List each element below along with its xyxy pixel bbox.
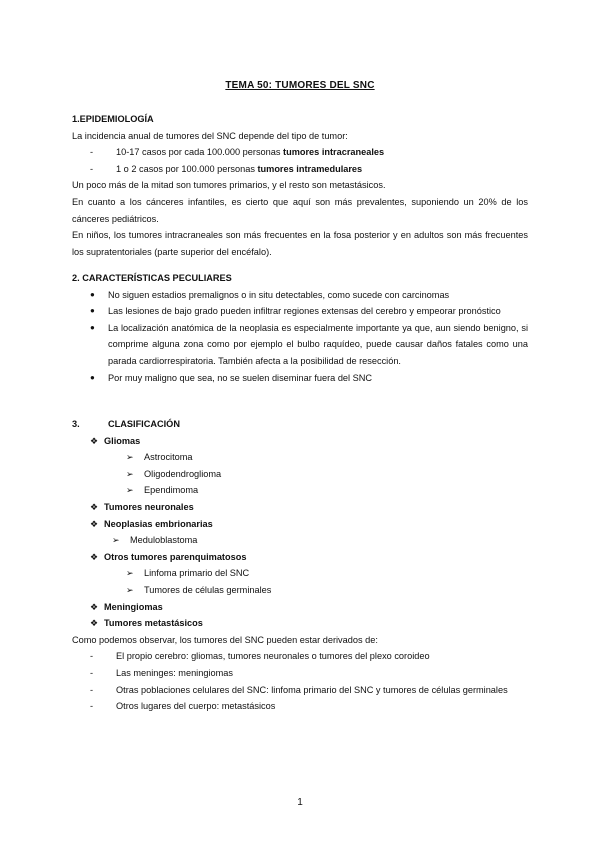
category-label: Tumores neuronales: [104, 501, 194, 512]
category-label: Meningiomas: [104, 601, 163, 612]
subcategory-item: [72, 582, 528, 599]
paragraph: Como podemos observar, los tumores del SNC pueden estar derivados de:: [72, 634, 378, 645]
subcategory-item: [72, 532, 528, 549]
list-item-text: 10-17 casos por cada 100.000 personas: [116, 147, 284, 158]
category-item: [72, 615, 528, 632]
diamond-marker: ❖: [90, 551, 99, 562]
bullet-item: [72, 303, 528, 320]
list-item: [72, 698, 528, 715]
subcategory-label: Linfoma primario del SNC: [144, 568, 250, 579]
arrow-marker: ➢: [126, 568, 134, 579]
dash-marker: -: [90, 147, 94, 158]
list-item-text: Otros lugares del cuerpo: metastásicos: [116, 701, 276, 712]
diamond-marker: ❖: [90, 601, 99, 612]
arrow-marker: ➢: [126, 584, 134, 595]
arrow-marker: ➢: [112, 535, 120, 546]
section-number: 3.: [72, 419, 80, 429]
paragraph: En niños, los tumores intracraneales son más frecuentes en la fosa posterior y en adultos son más frecuentes los supratentoriales (parte superior del encéfalo).: [72, 230, 528, 257]
section-caracteristicas: [72, 270, 528, 386]
subcategory-item: [72, 449, 528, 466]
list-item: [72, 144, 528, 161]
category-label: Otros tumores parenquimatosos: [104, 551, 247, 562]
category-label: Neoplasias embrionarias: [104, 518, 213, 529]
bullet-item: [72, 370, 528, 387]
section-heading: [72, 416, 528, 433]
bullet-item: [72, 320, 528, 370]
subcategory-label: Meduloblastoma: [130, 535, 198, 546]
paragraph: En cuanto a los cánceres infantiles, es cierto que aquí son más prevalentes, suponiendo un 20% de los cánceres pediátricos.: [72, 196, 528, 224]
category-item: [72, 516, 528, 533]
section-heading-text: CLASIFICACIÓN: [108, 419, 180, 429]
category-item: [72, 433, 528, 450]
subcategory-label: Tumores de células germinales: [144, 584, 272, 595]
bullet-text: Las lesiones de bajo grado pueden infiltrar regiones extensas del cerebro y empeorar pronóstico: [108, 306, 501, 317]
list-item: [72, 682, 528, 699]
bullet-text: La localización anatómica de la neoplasia es especialmente importante ya que, aun siendo benigno, si comprime alguna zona como por ejemplo el bulbo raquídeo, puede causar daños fatales como una parada cardiorrespiratoria. También afecta a la posibilidad de resección.: [108, 322, 528, 366]
subcategory-label: Oligodendroglioma: [144, 468, 222, 479]
diamond-marker: ❖: [90, 435, 99, 446]
bullet-item: [72, 287, 528, 304]
list-item-bold: tumores intracraneales: [283, 147, 385, 158]
arrow-marker: ➢: [126, 485, 134, 496]
section-epidemiologia: [72, 111, 528, 260]
list-item: [72, 665, 528, 682]
subcategory-item: [72, 466, 528, 483]
list-item-bold: tumores intramedulares: [257, 163, 363, 174]
bullet-marker: ●: [90, 372, 95, 382]
subcategory-label: Ependimoma: [144, 485, 199, 496]
category-label: Gliomas: [104, 435, 141, 446]
subcategory-item: [72, 482, 528, 499]
category-item: [72, 549, 528, 566]
arrow-marker: ➢: [126, 452, 134, 463]
list-item: [72, 648, 528, 665]
dash-marker: -: [90, 667, 94, 678]
section-heading: 2. CARACTERÍSTICAS PECULIARES: [72, 273, 232, 283]
dash-marker: -: [90, 163, 94, 174]
list-item-text: El propio cerebro: gliomas, tumores neuronales o tumores del plexo coroideo: [116, 651, 430, 662]
dash-marker: -: [90, 684, 94, 695]
diamond-marker: ❖: [90, 618, 99, 629]
page-number: 1: [297, 797, 303, 808]
category-label: Tumores metastásicos: [104, 618, 203, 629]
bullet-text: No siguen estadios premalignos o in situ detectables, como sucede con carcinomas: [108, 289, 450, 300]
list-item-text: Otras poblaciones celulares del SNC: linfoma primario del SNC y tumores de células germinales: [116, 684, 508, 695]
dash-marker: -: [90, 651, 94, 662]
bullet-marker: ●: [90, 322, 95, 332]
section-heading: 1.EPIDEMIOLOGÍA: [72, 114, 154, 124]
diamond-marker: ❖: [90, 501, 99, 512]
paragraph: Un poco más de la mitad son tumores primarios, y el resto son metastásicos.: [72, 180, 386, 191]
arrow-marker: ➢: [126, 468, 134, 479]
bullet-marker: ●: [90, 289, 95, 299]
subcategory-label: Astrocitoma: [144, 452, 193, 463]
bullet-text: Por muy maligno que sea, no se suelen diseminar fuera del SNC: [108, 372, 373, 383]
category-item: [72, 599, 528, 616]
subcategory-item: [72, 565, 528, 582]
list-item-text: Las meninges: meningiomas: [116, 667, 233, 678]
dash-marker: -: [90, 701, 94, 712]
paragraph: La incidencia anual de tumores del SNC depende del tipo de tumor:: [72, 130, 348, 141]
page-title: TEMA 50: TUMORES DEL SNC: [225, 80, 375, 91]
list-item-text: 1 o 2 casos por 100.000 personas: [116, 163, 258, 174]
list-item: [72, 161, 528, 178]
bullet-marker: ●: [90, 306, 95, 316]
category-item: [72, 499, 528, 516]
diamond-marker: ❖: [90, 518, 99, 529]
section-clasificacion: [72, 416, 528, 715]
